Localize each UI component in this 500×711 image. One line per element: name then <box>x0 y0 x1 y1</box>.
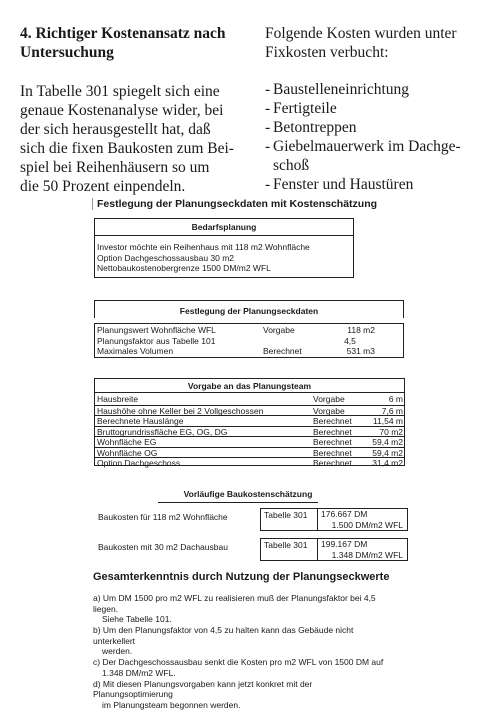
fixed-costs-list <box>265 80 497 194</box>
list-item: c) Der Dachgeschossausbau senkt die Kosten pro m2 WFL von 1500 DM auf 1.348 DM/m2 WFL. <box>93 657 384 678</box>
list-item: - Giebelmauerwerk im Dachge- <box>265 138 461 155</box>
table-row: Option Dachgeschoss Berechnet 31,4 m2 <box>97 458 403 468</box>
list-item-continued: schoß <box>273 157 310 174</box>
list-item: - Fenster und Haustüren <box>265 176 414 193</box>
box-title: Vorgabe an das Planungsteam <box>187 381 312 391</box>
summary-list <box>93 593 393 711</box>
list-item: - Baustelleneinrichtung <box>265 81 410 98</box>
table-row: Haushöhe ohne Keller bei 2 Vollgeschossen Vorgabe 7,6 m <box>97 405 403 416</box>
box-title: Bedarfsplanung <box>191 222 257 232</box>
list-item: - Fertigteile <box>265 100 337 117</box>
left-column <box>20 24 248 196</box>
divider <box>158 502 318 503</box>
vorgabe-box <box>94 378 405 466</box>
cost-label-dachausbau: Baukosten mit 30 m2 Dachausbau <box>98 542 228 552</box>
table-row: Bruttogrundrissfläche EG, OG, DG Berechnet 70 m2 <box>97 426 403 437</box>
list-item: b) Um den Planungsfaktor von 4,5 zu halten kann das Gebäude nicht unterkellert werden. <box>93 625 354 656</box>
section-heading: 4. Richtiger Kostenansatz nach Untersuchung <box>20 25 226 61</box>
table-row: Planungswert Wohnfläche WFL Vorgabe 118 m2 <box>97 325 375 335</box>
right-column <box>265 24 497 194</box>
figure-title: Festlegung der Planungseckdaten mit Kostenschätzung <box>92 198 377 210</box>
eckdaten-title: Festlegung der Planungseckdaten <box>179 306 319 316</box>
table-row: Wohnfläche EG Berechnet 59,4 m2 <box>97 437 403 447</box>
divider <box>95 392 404 393</box>
intro-paragraph: In Tabelle 301 spiegelt sich eine genaue Kostenanalyse wider, bei der sich herausgestellt hat, daß sich die fixen Baukosten zum Bei- spiel bei Reihenhäusern so um die 50 Prozent einpendeln. <box>20 83 234 195</box>
list-item: d) Mit diesen Planungsvorgaben kann jetzt konkret mit der Planungsoptimierung im Planungsteam begonnen werden. <box>93 678 313 710</box>
eckdaten-box <box>94 300 404 318</box>
bedarfsplanung-box: Bedarfsplanung Investor möchte ein Reihenhaus mit 118 m2 Wohnfläche Option Dachgeschossausbau 30 m2 Nettobaukostenobergrenze 1500 DM/m2 WFL <box>94 218 354 278</box>
cost-label-118: Baukosten für 118 m2 Wohnfläche <box>98 512 228 522</box>
table-row: Maximales Volumen Berechnet 531 m3 <box>97 346 375 356</box>
table-row: Planungsfaktor aus Tabelle 101 4,5 <box>97 335 356 346</box>
table-row: Hausbreite Vorgabe 6 m <box>97 394 403 404</box>
summary-title: Gesamterkenntnis durch Nutzung der Planungseckwerte <box>93 571 390 583</box>
table-row: Berechnete Hauslänge Berechnet 11,54 m <box>97 416 403 426</box>
cost-box-118: Tabelle 301 176.667 DM 1.500 DM/m2 WFL <box>260 508 408 531</box>
divider <box>317 509 318 531</box>
eckdaten-table <box>94 323 404 358</box>
table-row: Wohnfläche OG Berechnet 59,4 m2 <box>97 447 403 458</box>
divider <box>95 235 353 236</box>
list-item: - Betontreppen <box>265 119 357 136</box>
list-item: a) Um DM 1500 pro m2 WFL zu realisieren muß der Planungsfaktor bei 4,5 liegen. Siehe Tabelle 101. <box>93 593 376 624</box>
vorgabe-rows <box>95 394 404 468</box>
kosten-title: Vorläufige Baukostenschätzung <box>183 489 313 499</box>
cost-box-dachausbau: Tabelle 301 199.167 DM 1.348 DM/m2 WFL <box>260 538 408 561</box>
divider <box>317 539 318 561</box>
fixed-costs-intro: Folgende Kosten wurden unter Fixkosten verbucht: <box>265 25 457 61</box>
